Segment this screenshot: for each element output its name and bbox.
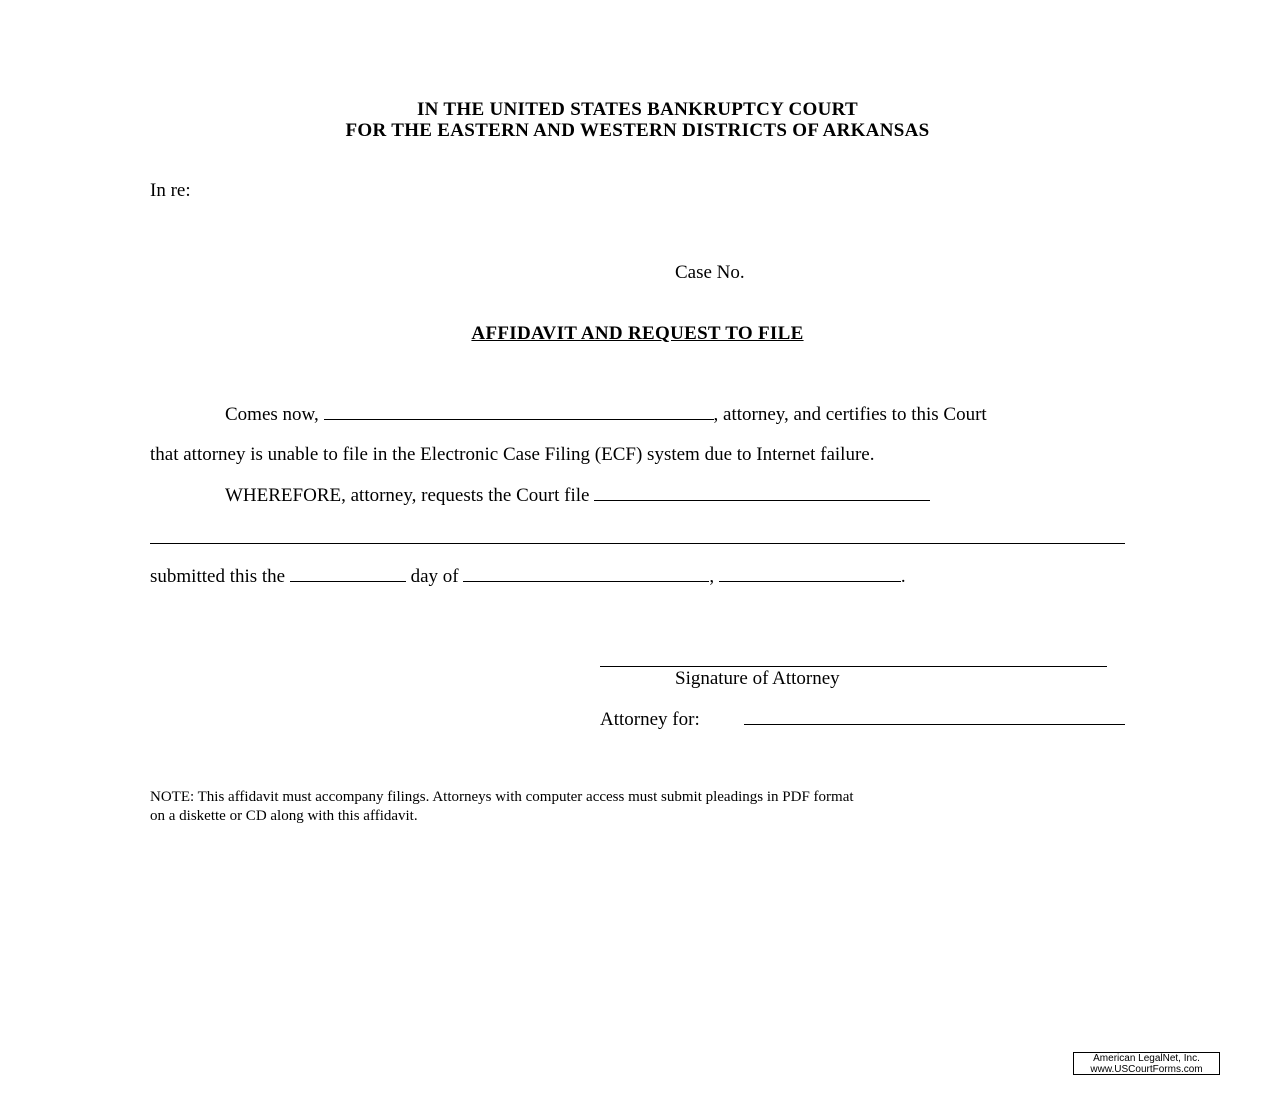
day-field[interactable] (290, 566, 406, 582)
in-re-label: In re: (150, 180, 191, 201)
publisher-name: American LegalNet, Inc. (1093, 1053, 1200, 1064)
document-title: AFFIDAVIT AND REQUEST TO FILE (471, 323, 804, 344)
comes-now-prefix: Comes now, (225, 404, 319, 425)
submitted-prefix: submitted this the (150, 566, 286, 587)
date-comma: , (709, 566, 715, 587)
publisher-footer (1073, 1052, 1220, 1075)
court-name-line-1: IN THE UNITED STATES BANKRUPTCY COURT (416, 99, 858, 120)
month-field[interactable] (463, 566, 709, 582)
case-number-label: Case No. (675, 262, 745, 283)
day-of-label: day of (410, 566, 459, 587)
note-line-2: on a diskette or CD along with this affidavit. (150, 808, 418, 824)
court-name-line-2: FOR THE EASTERN AND WESTERN DISTRICTS OF ARKANSAS (345, 120, 930, 141)
attorney-for-field[interactable] (744, 724, 1125, 725)
publisher-website: www.USCourtForms.com (1090, 1064, 1203, 1075)
year-field[interactable] (719, 566, 901, 582)
signature-label: Signature of Attorney (675, 668, 840, 689)
comes-now-suffix: , attorney, and certifies to this Court (713, 404, 987, 425)
attorney-name-field[interactable] (324, 404, 714, 420)
note-line-1: NOTE: This affidavit must accompany filings. Attorneys with computer access must submit pleadings in PDF format (150, 789, 854, 805)
ecf-failure-statement: that attorney is unable to file in the Electronic Case Filing (ECF) system due to Internet failure. (150, 444, 875, 465)
documents-to-file-field[interactable] (594, 485, 930, 501)
submitted-date-sentence (150, 566, 906, 588)
comes-now-sentence (225, 404, 987, 426)
wherefore-sentence (225, 485, 930, 507)
wherefore-prefix: WHEREFORE, attorney, requests the Court file (225, 485, 590, 506)
attorney-for-label: Attorney for: (600, 709, 700, 730)
date-period: . (900, 566, 906, 587)
attorney-signature-field[interactable] (600, 666, 1107, 667)
documents-to-file-continuation-field[interactable] (150, 543, 1125, 544)
